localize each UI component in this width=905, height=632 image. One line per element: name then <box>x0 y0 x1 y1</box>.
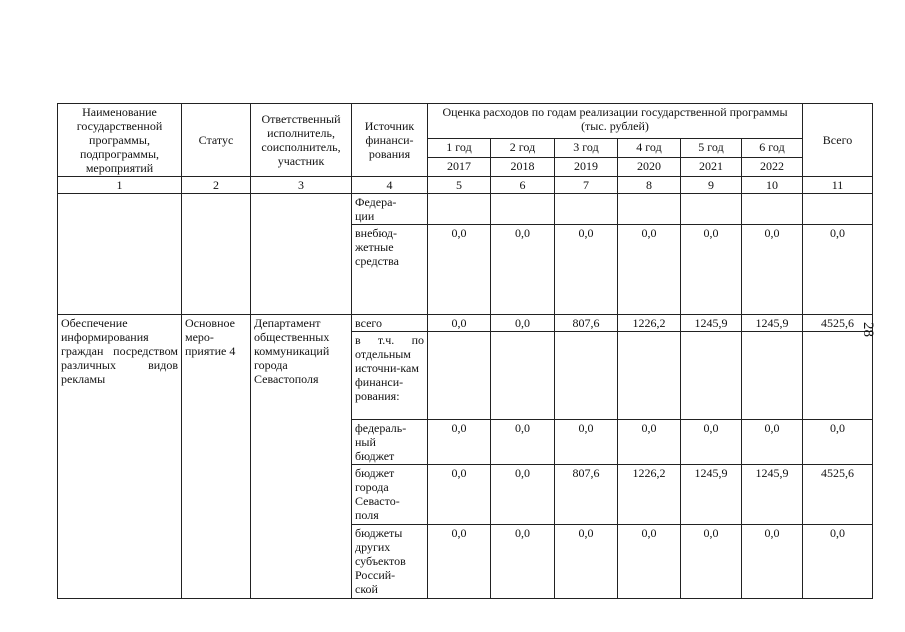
value-cell: 4525,6 <box>803 315 873 332</box>
col-number: 11 <box>803 177 873 194</box>
measure-executor: Департамент общественных коммуникаций города Севастополя <box>251 315 352 599</box>
value-cell: 0,0 <box>491 420 555 465</box>
value-cell: 0,0 <box>428 525 491 599</box>
col-number: 8 <box>618 177 681 194</box>
col-number: 2 <box>182 177 251 194</box>
source-cell: внебюд- жетные средства <box>352 225 428 315</box>
continued-executor-cell <box>251 194 352 315</box>
header-years-group: Оценка расходов по годам реализации государственной программы (тыс. рублей) <box>428 104 803 139</box>
col-number: 10 <box>742 177 803 194</box>
measure-name: Обеспечение информирования граждан посредством различных видов рекламы <box>58 315 182 599</box>
value-cell: 0,0 <box>618 525 681 599</box>
year-label: 1 год <box>428 139 491 158</box>
value-cell: 0,0 <box>681 525 742 599</box>
value-cell: 1245,9 <box>681 465 742 525</box>
year: 2017 <box>428 158 491 177</box>
value-cell: 1226,2 <box>618 465 681 525</box>
value-cell: 0,0 <box>742 225 803 315</box>
header-name: Наименование государственной программы, подпрограммы, мероприятий <box>58 104 182 177</box>
source-cell: в т.ч. по отдельным источни-кам финанси-рования: <box>352 332 428 420</box>
year: 2018 <box>491 158 555 177</box>
value-cell: 0,0 <box>428 420 491 465</box>
year-label: 2 год <box>491 139 555 158</box>
continued-status-cell <box>182 194 251 315</box>
header-executor: Ответственный исполнитель, соисполнитель, участник <box>251 104 352 177</box>
col-number: 5 <box>428 177 491 194</box>
value-cell: 1226,2 <box>618 315 681 332</box>
col-number: 4 <box>352 177 428 194</box>
table-row <box>58 194 873 225</box>
col-number: 1 <box>58 177 182 194</box>
source-cell: федераль- ный бюджет <box>352 420 428 465</box>
value-cell: 0,0 <box>803 225 873 315</box>
year-label: 3 год <box>555 139 618 158</box>
value-cell: 0,0 <box>491 315 555 332</box>
value-cell: 0,0 <box>681 225 742 315</box>
value-cell: 0,0 <box>803 420 873 465</box>
year: 2021 <box>681 158 742 177</box>
page-number: 28 <box>860 322 876 337</box>
value-cell: 0,0 <box>618 225 681 315</box>
value-cell: 0,0 <box>742 525 803 599</box>
value-cell: 0,0 <box>555 525 618 599</box>
year: 2019 <box>555 158 618 177</box>
year-label: 5 год <box>681 139 742 158</box>
value-cell: 0,0 <box>491 525 555 599</box>
col-number: 9 <box>681 177 742 194</box>
col-number: 3 <box>251 177 352 194</box>
value-cell: 0,0 <box>428 465 491 525</box>
continued-name-cell <box>58 194 182 315</box>
measure-status: Основное меро- приятие 4 <box>182 315 251 599</box>
value-cell: 0,0 <box>555 420 618 465</box>
value-cell: 807,6 <box>555 465 618 525</box>
year-label: 4 год <box>618 139 681 158</box>
year: 2022 <box>742 158 803 177</box>
table-row <box>58 315 873 332</box>
value-cell: 0,0 <box>491 465 555 525</box>
col-number: 7 <box>555 177 618 194</box>
header-source: Источник финанси- рования <box>352 104 428 177</box>
source-cell: бюджеты других субъектов Россий- ской <box>352 525 428 599</box>
source-cell: всего <box>352 315 428 332</box>
value-cell: 0,0 <box>428 225 491 315</box>
year-label: 6 год <box>742 139 803 158</box>
value-cell: 807,6 <box>555 315 618 332</box>
source-cell: бюджет города Севасто- поля <box>352 465 428 525</box>
value-cell: 0,0 <box>742 420 803 465</box>
header-status: Статус <box>182 104 251 177</box>
source-cell: Федера- ции <box>352 194 428 225</box>
year: 2020 <box>618 158 681 177</box>
value-cell: 0,0 <box>681 420 742 465</box>
value-cell: 0,0 <box>618 420 681 465</box>
value-cell: 1245,9 <box>742 315 803 332</box>
value-cell: 1245,9 <box>742 465 803 525</box>
column-numbers-row <box>58 177 873 194</box>
value-cell: 0,0 <box>491 225 555 315</box>
value-cell: 0,0 <box>803 525 873 599</box>
value-cell: 1245,9 <box>681 315 742 332</box>
value-cell: 0,0 <box>555 225 618 315</box>
budget-table <box>57 103 873 599</box>
col-number: 6 <box>491 177 555 194</box>
value-cell: 4525,6 <box>803 465 873 525</box>
value-cell: 0,0 <box>428 315 491 332</box>
header-total: Всего <box>803 104 873 177</box>
